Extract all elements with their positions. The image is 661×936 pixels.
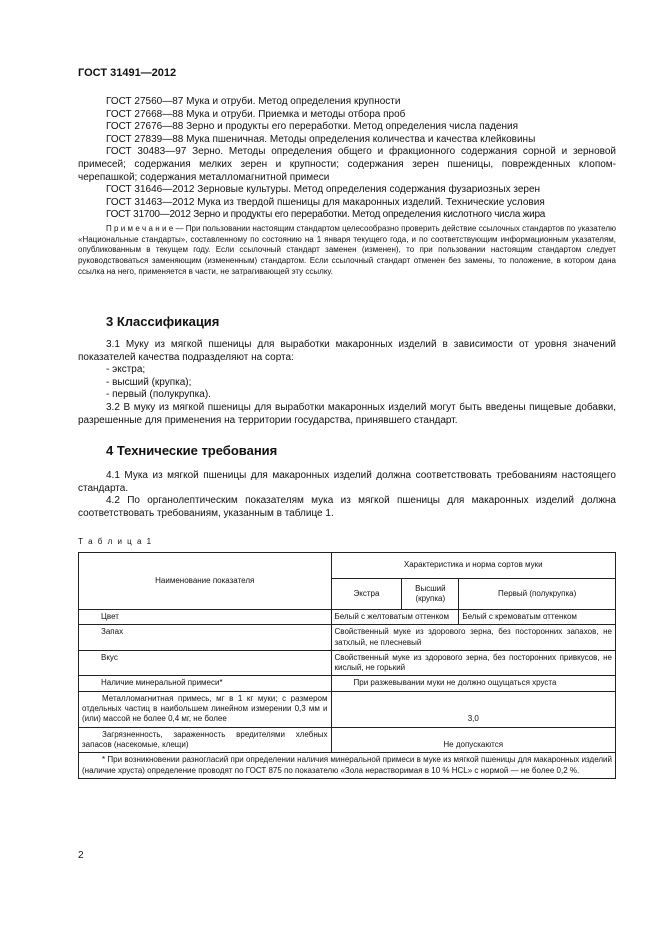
ref-line: ГОСТ 31646—2012 Зерновые культуры. Метод определения содержания фузариозных зерен bbox=[106, 184, 541, 196]
col-header-group: Характеристика и норма сортов муки bbox=[331, 553, 616, 579]
row-value: Свойственный муке из здорового зерна, без посторонних запахов, не затхлый, не плесневый bbox=[331, 625, 616, 651]
page-header: ГОСТ 31491—2012 bbox=[78, 67, 177, 79]
row-value: При разжевывании муки не должно ощущаться хруста bbox=[331, 676, 616, 691]
row-name: Наличие минеральной примеси* bbox=[79, 676, 332, 691]
col-header-extra: Экстра bbox=[331, 579, 402, 610]
row-value: Белый с кремоватым оттенком bbox=[459, 610, 616, 625]
page-number: 2 bbox=[78, 850, 84, 861]
row-name: Цвет bbox=[79, 610, 332, 625]
list-item: - экстра; bbox=[106, 364, 146, 376]
row-value: Белый с желтоватым оттенком bbox=[331, 610, 459, 625]
note-paragraph: П р и м е ч а н и е — При пользовании настоящим стандартом целесообразно проверить действие ссылочных стандартов по указателю «Национальные стандарты», составленному по состоянию на 1 января текущего года, и по соответствующим информационным указателям, опубликованным в текущем году. Если ссылочный стандарт заменен (изменен), то при пользовании настоящим стандартом следует руководствоваться заменяющим (измененным) стандартом. Если ссылочный стандарт отменен без замены, то положение, в котором дана ссылка на него, применяется в части, не затрагивающей эту ссылку. bbox=[78, 224, 616, 276]
col-header-high: Высший (крупка) bbox=[402, 579, 459, 610]
list-item: - высший (крупка); bbox=[106, 376, 192, 388]
table-caption: Т а б л и ц а 1 bbox=[78, 537, 153, 546]
list-item: - первый (полукрупка). bbox=[106, 389, 211, 401]
row-name: Вкус bbox=[79, 650, 332, 676]
col-header-first: Первый (полукрупка) bbox=[459, 579, 616, 610]
section-4-p2: 4.2 По органолептическим показателям мука из мягкой пшеницы для макаронных изделий должна соответствовать требованиям, указанным в таблице 1. bbox=[78, 495, 616, 519]
row-name: Металломагнитная примесь, мг в 1 кг муки; с размером отдельных частиц в наибольшем линейном измерении 0,3 мм и (или) массой не более 0,4 мг, не более bbox=[79, 691, 332, 727]
ref-long: ГОСТ 30483—97 Зерно. Методы определения общего и фракционного содержания сорной и зерновой примесей; содержания мелких зерен и крупности; содержания зерен пшеницы, поврежденных клопом-черепашкой; содержания металломагнитной примеси bbox=[78, 146, 616, 183]
section-4-heading: 4 Технические требования bbox=[106, 443, 278, 458]
row-name: Запах bbox=[79, 625, 332, 651]
section-3-p2: 3.2 В муку из мягкой пшеницы для выработки макаронных изделий могут быть введены пищевые добавки, разрешенные для применения на территории государства, принявшего стандарт. bbox=[78, 402, 616, 426]
row-name: Загрязненность, зараженность вредителями хлебных запасов (насекомые, клещи) bbox=[79, 727, 332, 753]
quality-table bbox=[78, 552, 616, 779]
ref-line: ГОСТ 27676—88 Зерно и продукты его переработки. Метод определения числа падения bbox=[106, 121, 519, 133]
section-4-p1: 4.1 Мука из мягкой пшеницы для макаронных изделий должна соответствовать требованиям настоящего стандарта. bbox=[78, 470, 616, 494]
ref-line: ГОСТ 27668—88 Мука и отруби. Приемка и методы отбора проб bbox=[106, 108, 406, 120]
ref-line: ГОСТ 27560—87 Мука и отруби. Метод определения крупности bbox=[106, 96, 401, 107]
table-footnote: * При возникновении разногласий при определении наличия минеральной примеси в муке из мягкой пшеницы для макаронных изделий (наличие хруста) определение проводят по ГОСТ 875 по показателю «Зола нерастворимая в 10 % HCL» с нормой — не более 0,2 %. bbox=[79, 753, 616, 779]
section-3-p1: 3.1 Муку из мягкой пшеницы для выработки макаронных изделий в зависимости от уровня значений показателей качества подразделяют на сорта: bbox=[78, 339, 616, 363]
ref-line: ГОСТ 31700—2012 Зерно и продукты его переработки. Метод определения кислотного числа жира bbox=[106, 209, 546, 221]
col-header-name: Наименование показателя bbox=[79, 553, 332, 610]
row-value: Не допускаются bbox=[331, 727, 616, 753]
row-value: Свойственный муке из здорового зерна, без посторонних привкусов, не кислый, не горький bbox=[331, 650, 616, 676]
ref-line: ГОСТ 27839—88 Мука пшеничная. Методы определения количества и качества клейковины bbox=[106, 133, 536, 145]
ref-line: ГОСТ 31463—2012 Мука из твердой пшеницы для макаронных изделий. Технические условия bbox=[106, 196, 545, 208]
row-value: 3,0 bbox=[331, 691, 616, 727]
section-3-heading: 3 Классификация bbox=[106, 314, 220, 329]
